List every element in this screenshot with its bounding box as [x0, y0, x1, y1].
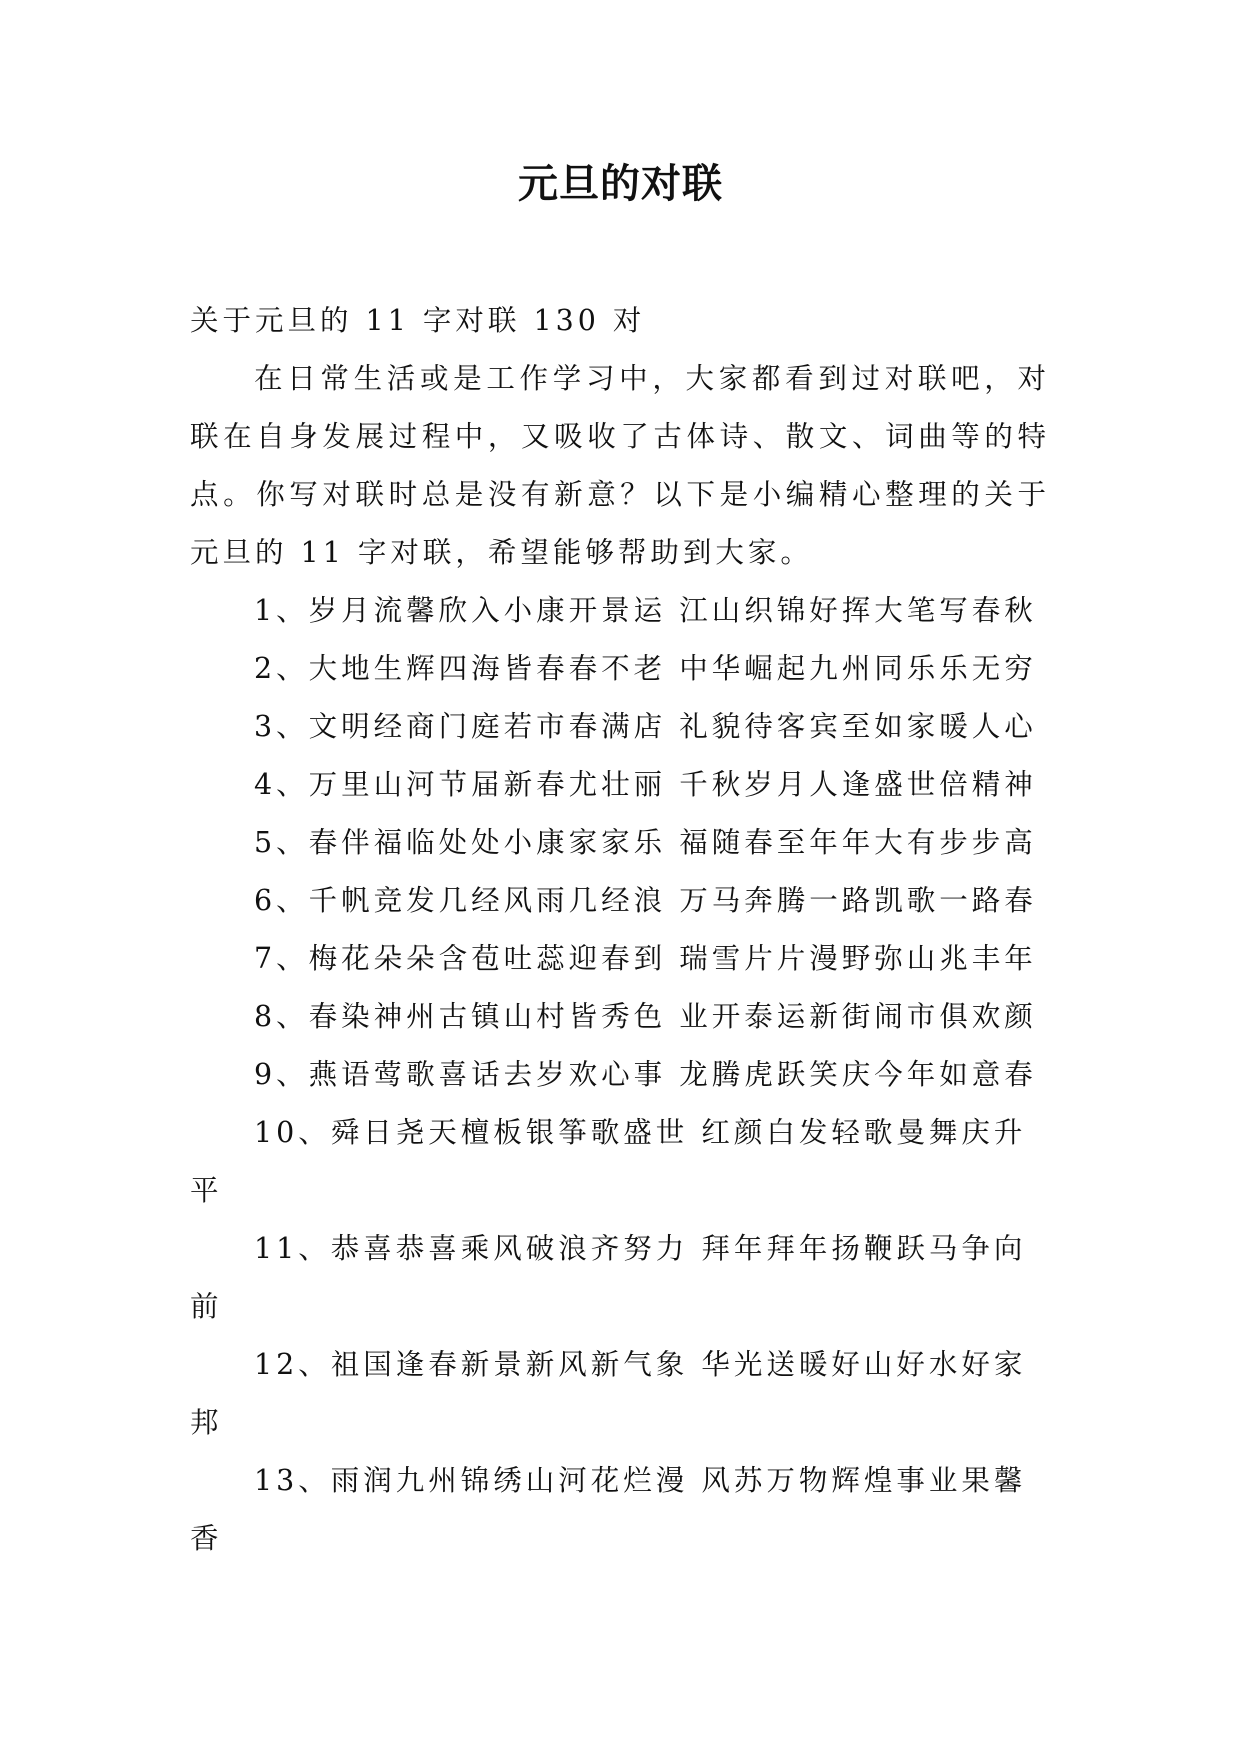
- couplet-item: 8、春染神州古镇山村皆秀色 业开泰运新街闹市俱欢颜: [254, 1000, 1037, 1033]
- couplet-item: 5、春伴福临处处小康家家乐 福随春至年年大有步步高: [254, 826, 1037, 859]
- couplet-item: 4、万里山河节届新春尤壮丽 千秋岁月人逢盛世倍精神: [254, 768, 1037, 801]
- intro-paragraph: 在日常生活或是工作学习中，大家都看到过对联吧，对联在自身发展过程中，又吸收了古体诗、散文、词曲等的特点。你写对联时总是没有新意？以下是小编精心整理的关于元旦的 11 字对联，希望能够帮助到大家。: [190, 362, 1050, 569]
- couplet-item: 2、大地生辉四海皆春春不老 中华崛起九州同乐乐无穷: [254, 652, 1037, 685]
- subtitle: 关于元旦的 11 字对联 130 对: [190, 304, 646, 337]
- couplet-item: 7、梅花朵朵含苞吐蕊迎春到 瑞雪片片漫野弥山兆丰年: [254, 942, 1037, 975]
- document-body: [190, 292, 1050, 1568]
- couplet-item: 3、文明经商门庭若市春满店 礼貌待客宾至如家暖人心: [254, 710, 1037, 743]
- couplet-item: 1、岁月流馨欣入小康开景运 江山织锦好挥大笔写春秋: [254, 594, 1037, 627]
- couplet-item: 6、千帆竞发几经风雨几经浪 万马奔腾一路凯歌一路春: [254, 884, 1037, 917]
- couplet-item: 10、舜日尧天檀板银筝歌盛世 红颜白发轻歌曼舞庆升平: [190, 1116, 1027, 1207]
- couplet-item: 12、祖国逢春新景新风新气象 华光送暖好山好水好家邦: [190, 1348, 1027, 1439]
- couplet-item: 9、燕语莺歌喜话去岁欢心事 龙腾虎跃笑庆今年如意春: [254, 1058, 1037, 1091]
- couplet-item: 13、雨润九州锦绣山河花烂漫 风苏万物辉煌事业果馨香: [190, 1464, 1027, 1555]
- couplet-item: 11、恭喜恭喜乘风破浪齐努力 拜年拜年扬鞭跃马争向前: [190, 1232, 1027, 1323]
- page-title: 元旦的对联: [518, 160, 723, 207]
